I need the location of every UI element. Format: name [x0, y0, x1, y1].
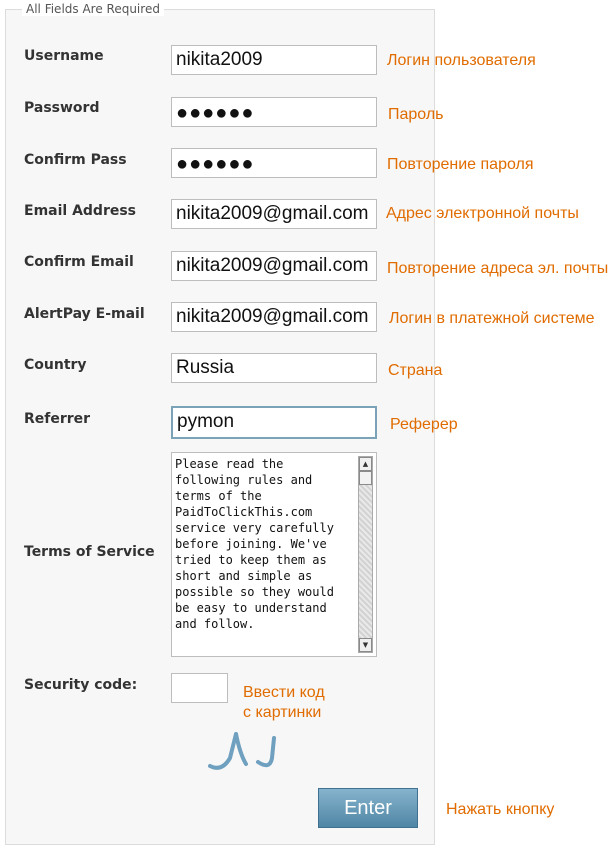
confirm-pass-input[interactable]: ●●●●●●	[171, 148, 377, 178]
scroll-down-icon[interactable]: ▼	[359, 638, 372, 652]
security-code-label: Security code:	[24, 677, 138, 693]
security-code-input[interactable]	[171, 673, 228, 703]
scroll-up-icon[interactable]: ▲	[359, 457, 372, 471]
username-hint: Логин пользователя	[387, 52, 536, 69]
enter-hint: Нажать кнопку	[446, 801, 555, 818]
enter-button[interactable]: Enter	[318, 788, 418, 828]
email-hint: Адрес электронной почты	[386, 205, 579, 222]
referrer-hint: Реферер	[390, 416, 458, 433]
country-hint: Страна	[388, 362, 443, 379]
email-input[interactable]: nikita2009@gmail.com	[171, 199, 377, 229]
captcha-image	[200, 728, 290, 773]
form-legend: All Fields Are Required	[22, 2, 164, 16]
tos-label: Terms of Service	[24, 544, 155, 560]
security-hint-line2: с картинки	[243, 704, 322, 721]
password-label: Password	[24, 100, 100, 116]
password-input[interactable]: ●●●●●●	[171, 97, 377, 127]
username-input[interactable]: nikita2009	[171, 45, 377, 75]
referrer-label: Referrer	[24, 411, 91, 427]
username-label: Username	[24, 48, 104, 64]
security-hint-line1: Ввести код	[243, 684, 325, 701]
confirm-email-input[interactable]: nikita2009@gmail.com	[171, 251, 377, 281]
tos-textarea[interactable]	[171, 452, 377, 657]
email-label: Email Address	[24, 203, 137, 219]
tos-scrollbar[interactable]	[358, 456, 373, 653]
confirm-email-hint: Повторение адреса эл. почты	[387, 260, 609, 277]
confirm-pass-label: Confirm Pass	[24, 152, 127, 168]
referrer-input[interactable]: pymon	[171, 406, 377, 439]
alertpay-hint: Логин в платежной системе	[389, 310, 595, 327]
password-hint: Пароль	[388, 106, 444, 123]
scroll-thumb[interactable]	[359, 471, 372, 485]
tos-text: Please read the following rules and terms of the PaidToClickThis.com service very carefully before joining. We've tried to keep them as short and simple as possible so they would be easy to understand and follow.	[175, 457, 342, 631]
confirm-email-label: Confirm Email	[24, 254, 134, 270]
country-label: Country	[24, 357, 87, 373]
alertpay-label: AlertPay E-mail	[24, 306, 145, 322]
alertpay-input[interactable]: nikita2009@gmail.com	[171, 302, 377, 332]
confirm-pass-hint: Повторение пароля	[387, 156, 534, 173]
country-input[interactable]: Russia	[171, 353, 377, 383]
